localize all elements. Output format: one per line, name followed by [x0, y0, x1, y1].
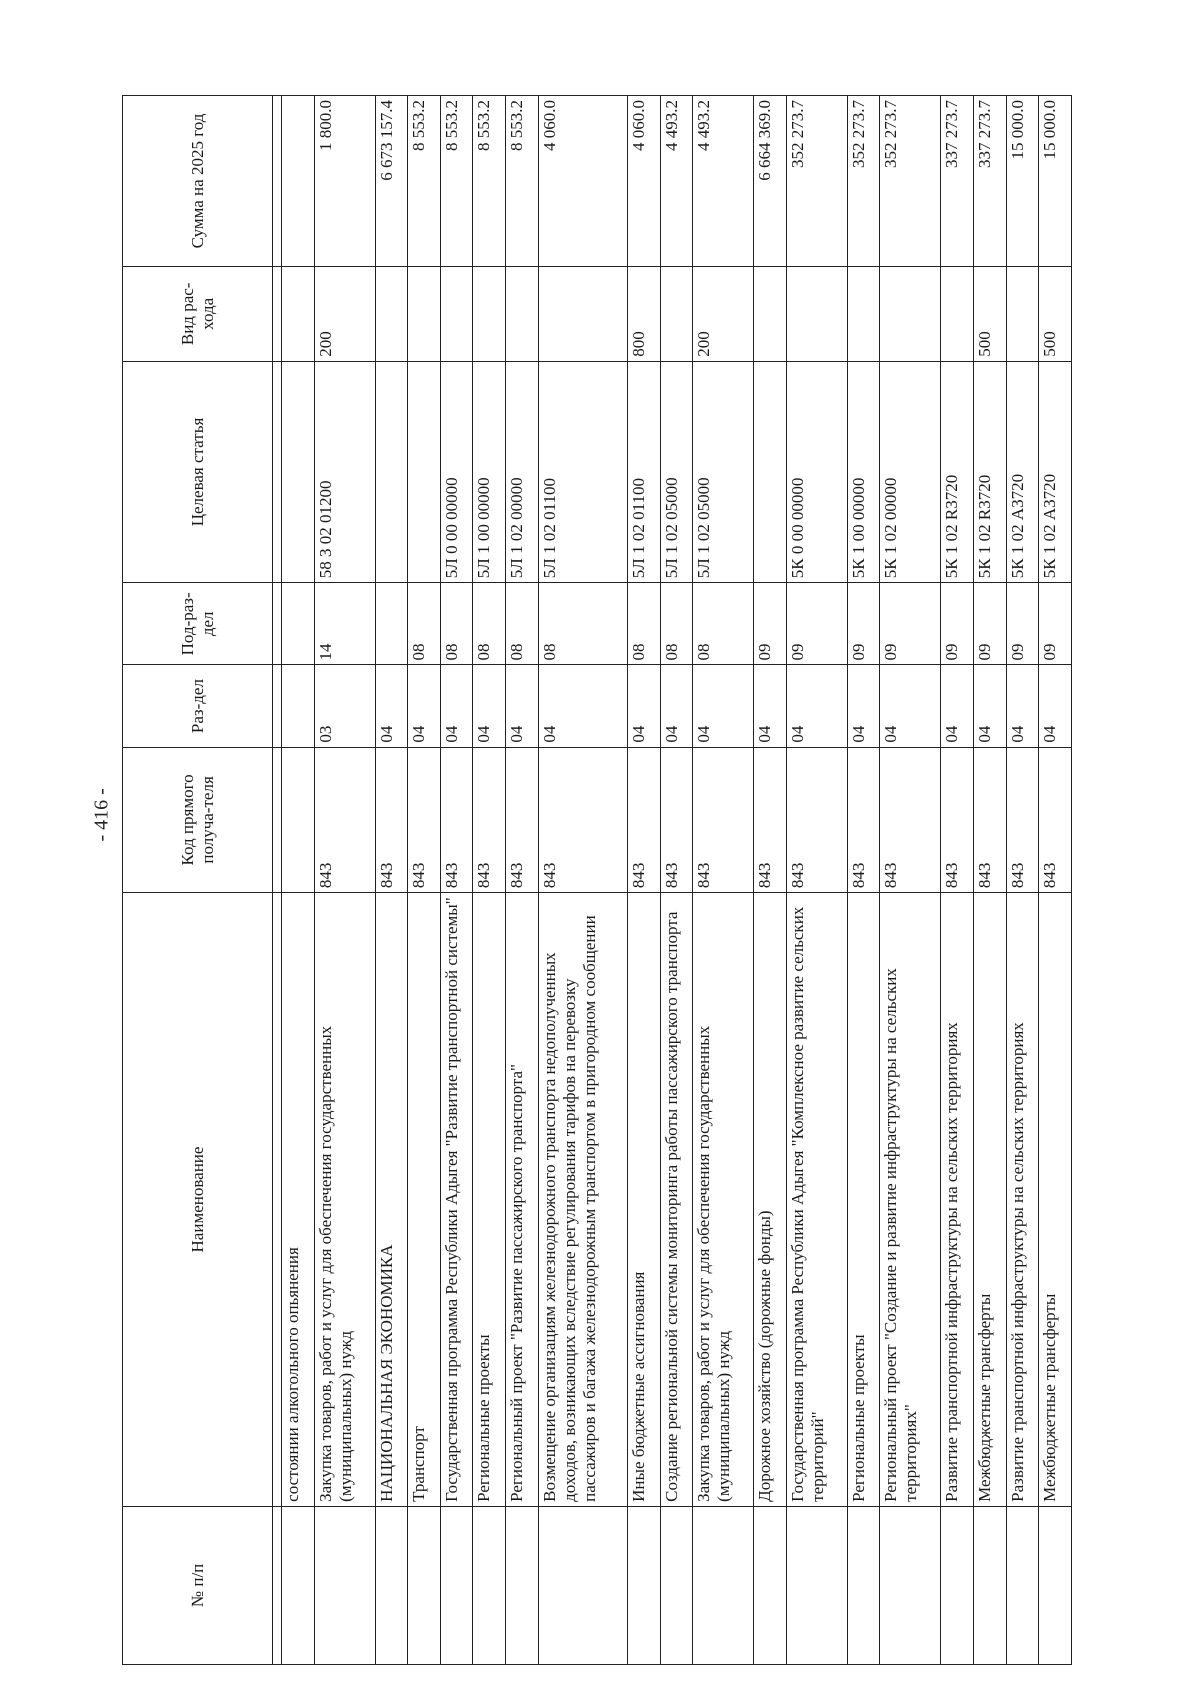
cell-expense: [847, 266, 880, 361]
cell-amount: 6 673 157.4: [375, 96, 408, 267]
cell-section: 04: [408, 665, 441, 747]
cell-section: 04: [786, 665, 847, 747]
table-row: [375, 96, 408, 1665]
table-row: [660, 96, 693, 1665]
cell-recipient: 843: [538, 747, 627, 893]
cell-target: [754, 361, 787, 582]
cell-amount: 337 273.7: [973, 96, 1006, 267]
cell-section: 03: [314, 665, 375, 747]
cell-num: [282, 1506, 315, 1664]
cell-target: 5К 1 00 00000: [847, 361, 880, 582]
table-row: [627, 96, 660, 1665]
cell-amount: 4 493.2: [660, 96, 693, 267]
cell-section: 04: [440, 665, 473, 747]
cell-subsection: 09: [847, 583, 880, 665]
cell-num: [538, 1506, 627, 1664]
cell-num: [440, 1506, 473, 1664]
cell-recipient: 843: [941, 747, 974, 893]
page-number: - 416 -: [90, 788, 113, 842]
cell-num: [408, 1506, 441, 1664]
header-spacer-row: [273, 96, 282, 1665]
cell-section: 04: [754, 665, 787, 747]
cell-name: Возмещение организациям железнодорожного транспорта недополученных доходов, возникающих вследствие регулирования тарифов на перевозку пассажиров и багажа железнодорожным транспортом в пригородном сообщении: [538, 893, 627, 1507]
cell-expense: [473, 266, 506, 361]
cell-target: 5К 0 00 00000: [786, 361, 847, 582]
cell-recipient: 843: [660, 747, 693, 893]
cell-name: Развитие транспортной инфраструктуры на сельских территориях: [941, 893, 974, 1507]
cell-amount: 352 273.7: [847, 96, 880, 267]
cell-expense: [754, 266, 787, 361]
header-num: № п/п: [123, 1506, 273, 1664]
cell-recipient: 843: [1039, 747, 1072, 893]
cell-target: 5Л 0 00 00000: [440, 361, 473, 582]
cell-amount: [282, 96, 315, 267]
table-row: [314, 96, 375, 1665]
cell-section: 04: [941, 665, 974, 747]
header-expense: Вид рас-хода: [123, 266, 273, 361]
cell-amount: 4 493.2: [693, 96, 754, 267]
header-target: Целевая статья: [123, 361, 273, 582]
cell-amount: 4 060.0: [627, 96, 660, 267]
cell-name: НАЦИОНАЛЬНАЯ ЭКОНОМИКА: [375, 893, 408, 1507]
cell-recipient: 843: [847, 747, 880, 893]
cell-subsection: 09: [941, 583, 974, 665]
cell-target: 5Л 1 02 01100: [627, 361, 660, 582]
cell-expense: [440, 266, 473, 361]
cell-target: 5Л 1 02 05000: [693, 361, 754, 582]
cell-target: [282, 361, 315, 582]
cell-name: Закупка товаров, работ и услуг для обеспечения государственных (муниципальных) нужд: [693, 893, 754, 1507]
cell-subsection: 14: [314, 583, 375, 665]
cell-subsection: [282, 583, 315, 665]
header-amount: Сумма на 2025 год: [123, 96, 273, 267]
cell-subsection: 09: [754, 583, 787, 665]
cell-expense: [880, 266, 941, 361]
cell-expense: [1006, 266, 1039, 361]
cell-expense: 200: [693, 266, 754, 361]
cell-target: 5Л 1 02 05000: [660, 361, 693, 582]
table-row: [786, 96, 847, 1665]
cell-section: 04: [375, 665, 408, 747]
cell-recipient: 843: [314, 747, 375, 893]
cell-num: [1006, 1506, 1039, 1664]
cell-section: 04: [1039, 665, 1072, 747]
table-row: [754, 96, 787, 1665]
cell-expense: 200: [314, 266, 375, 361]
cell-num: [506, 1506, 539, 1664]
cell-recipient: 843: [880, 747, 941, 893]
cell-subsection: 08: [408, 583, 441, 665]
table-row: [880, 96, 941, 1665]
table-row: [282, 96, 315, 1665]
cell-target: 5К 1 02 R3720: [941, 361, 974, 582]
cell-amount: 4 060.0: [538, 96, 627, 267]
cell-amount: 337 273.7: [941, 96, 974, 267]
cell-amount: 15 000.0: [1006, 96, 1039, 267]
cell-subsection: 09: [786, 583, 847, 665]
cell-target: 5К 1 02 00000: [880, 361, 941, 582]
cell-subsection: 08: [473, 583, 506, 665]
table-row: [538, 96, 627, 1665]
cell-expense: [660, 266, 693, 361]
budget-table-container: [122, 95, 1072, 1665]
cell-expense: 500: [973, 266, 1006, 361]
cell-recipient: 843: [1006, 747, 1039, 893]
cell-expense: [375, 266, 408, 361]
cell-expense: [408, 266, 441, 361]
cell-name: Межбюджетные трансферты: [1039, 893, 1072, 1507]
cell-section: [282, 665, 315, 747]
cell-amount: 352 273.7: [786, 96, 847, 267]
cell-target: 5К 1 02 А3720: [1039, 361, 1072, 582]
cell-subsection: 08: [440, 583, 473, 665]
cell-recipient: 843: [506, 747, 539, 893]
header-section: Раз-дел: [123, 665, 273, 747]
header-name: Наименование: [123, 893, 273, 1507]
cell-expense: [941, 266, 974, 361]
cell-name: Региональные проекты: [847, 893, 880, 1507]
table-row: [408, 96, 441, 1665]
budget-table: [122, 95, 1072, 1665]
cell-num: [627, 1506, 660, 1664]
cell-target: [408, 361, 441, 582]
header-recipient: Код прямого получа-теля: [123, 747, 273, 893]
cell-name: Создание региональной системы мониторинга работы пассажирского транспорта: [660, 893, 693, 1507]
cell-recipient: 843: [754, 747, 787, 893]
cell-num: [660, 1506, 693, 1664]
cell-name: Региональный проект "Развитие пассажирского транспорта": [506, 893, 539, 1507]
cell-section: 04: [473, 665, 506, 747]
cell-num: [880, 1506, 941, 1664]
cell-subsection: 08: [506, 583, 539, 665]
cell-amount: 8 553.2: [440, 96, 473, 267]
cell-num: [941, 1506, 974, 1664]
cell-expense: 800: [627, 266, 660, 361]
cell-subsection: [375, 583, 408, 665]
cell-amount: 6 664 369.0: [754, 96, 787, 267]
cell-name: Межбюджетные трансферты: [973, 893, 1006, 1507]
cell-section: 04: [506, 665, 539, 747]
table-row: [440, 96, 473, 1665]
cell-num: [754, 1506, 787, 1664]
table-row: [973, 96, 1006, 1665]
cell-section: 04: [693, 665, 754, 747]
cell-num: [693, 1506, 754, 1664]
cell-name: Развитие транспортной инфраструктуры на сельских территориях: [1006, 893, 1039, 1507]
cell-num: [375, 1506, 408, 1664]
cell-name: Иные бюджетные ассигнования: [627, 893, 660, 1507]
cell-target: 5Л 1 02 01100: [538, 361, 627, 582]
cell-expense: [506, 266, 539, 361]
cell-recipient: 843: [627, 747, 660, 893]
cell-recipient: 843: [973, 747, 1006, 893]
table-row: [693, 96, 754, 1665]
cell-num: [786, 1506, 847, 1664]
table-row: [1006, 96, 1039, 1665]
cell-target: [375, 361, 408, 582]
cell-num: [973, 1506, 1006, 1664]
cell-expense: [786, 266, 847, 361]
cell-amount: 15 000.0: [1039, 96, 1072, 267]
cell-recipient: 843: [786, 747, 847, 893]
cell-target: 5Л 1 02 00000: [506, 361, 539, 582]
cell-section: 04: [538, 665, 627, 747]
cell-recipient: 843: [440, 747, 473, 893]
cell-section: 04: [847, 665, 880, 747]
cell-section: 04: [880, 665, 941, 747]
cell-name: Региональный проект "Создание и развитие инфраструктуры на сельских территориях": [880, 893, 941, 1507]
cell-name: Дорожное хозяйство (дорожные фонды): [754, 893, 787, 1507]
cell-name: Закупка товаров, работ и услуг для обеспечения государственных (муниципальных) нужд: [314, 893, 375, 1507]
cell-section: 04: [973, 665, 1006, 747]
cell-expense: [538, 266, 627, 361]
table-row: [847, 96, 880, 1665]
cell-subsection: 08: [627, 583, 660, 665]
cell-subsection: 09: [973, 583, 1006, 665]
cell-section: 04: [660, 665, 693, 747]
table-header: [123, 96, 282, 1665]
cell-subsection: 09: [880, 583, 941, 665]
cell-name: Транспорт: [408, 893, 441, 1507]
cell-target: 5Л 1 00 00000: [473, 361, 506, 582]
cell-recipient: [282, 747, 315, 893]
cell-amount: 8 553.2: [473, 96, 506, 267]
cell-section: 04: [1006, 665, 1039, 747]
cell-name: Государственная программа Республики Адыгея "Комплексное развитие сельских территорий": [786, 893, 847, 1507]
cell-amount: 8 553.2: [506, 96, 539, 267]
cell-name: Государственная программа Республики Адыгея "Развитие транспортной системы": [440, 893, 473, 1507]
table-row: [506, 96, 539, 1665]
cell-amount: 352 273.7: [880, 96, 941, 267]
cell-target: 5К 1 02 А3720: [1006, 361, 1039, 582]
table-body: [282, 96, 1072, 1665]
cell-subsection: 08: [693, 583, 754, 665]
cell-subsection: 08: [660, 583, 693, 665]
cell-recipient: 843: [473, 747, 506, 893]
cell-expense: 500: [1039, 266, 1072, 361]
header-subsection: Под-раз-дел: [123, 583, 273, 665]
table-row: [1039, 96, 1072, 1665]
cell-num: [473, 1506, 506, 1664]
cell-recipient: 843: [408, 747, 441, 893]
cell-num: [314, 1506, 375, 1664]
cell-num: [847, 1506, 880, 1664]
cell-amount: 1 800.0: [314, 96, 375, 267]
table-row: [473, 96, 506, 1665]
cell-name: Региональные проекты: [473, 893, 506, 1507]
cell-subsection: 09: [1039, 583, 1072, 665]
cell-subsection: 09: [1006, 583, 1039, 665]
cell-recipient: 843: [375, 747, 408, 893]
cell-name: состоянии алкогольного опьянения: [282, 893, 315, 1507]
cell-recipient: 843: [693, 747, 754, 893]
cell-expense: [282, 266, 315, 361]
cell-amount: 8 553.2: [408, 96, 441, 267]
cell-num: [1039, 1506, 1072, 1664]
cell-section: 04: [627, 665, 660, 747]
cell-target: 58 3 02 01200: [314, 361, 375, 582]
table-row: [941, 96, 974, 1665]
cell-target: 5К 1 02 R3720: [973, 361, 1006, 582]
cell-subsection: 08: [538, 583, 627, 665]
